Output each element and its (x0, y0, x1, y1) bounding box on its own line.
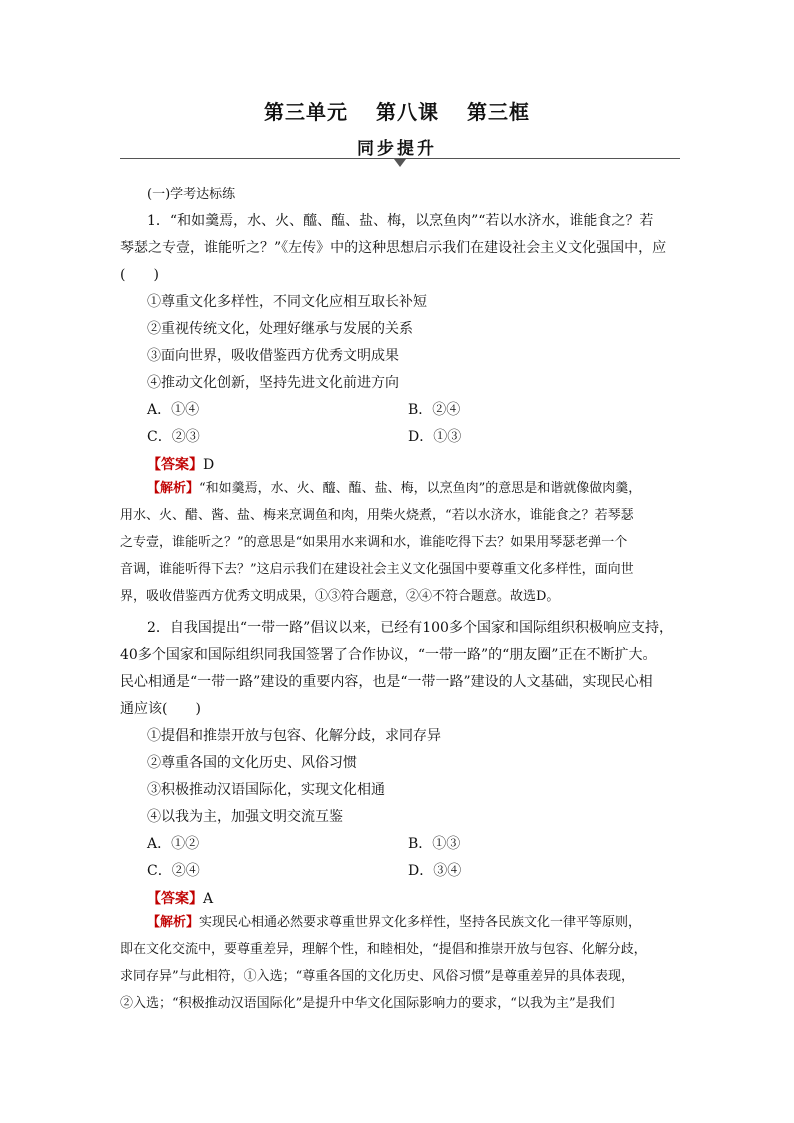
q2-statement-1: ①提倡和推崇开放与包容、化解分歧，求同存异 (147, 728, 441, 744)
q1-analysis-line-1 (147, 482, 707, 495)
q1-analysis-text-1: “和如羹焉，水、火、醯、醢、盐、梅，以烹鱼肉”的意思是和谐就像做肉羹， (199, 481, 642, 496)
page-subtitle: 同步提升 (357, 139, 437, 159)
divider-arrow-icon (394, 159, 406, 167)
q1-stem-line-1: 1．“和如羹焉，水、火、醯、醢、盐、梅，以烹鱼肉”“若以水济水，谁能食之？若 (147, 213, 654, 229)
q2-option-a: A．①② (147, 836, 200, 852)
q1-statement-4: ④推动文化创新，坚持先进文化前进方向 (147, 375, 399, 391)
q1-option-a: A．①④ (147, 402, 200, 418)
q1-option-b: B．②④ (408, 402, 461, 418)
q2-analysis-line-1 (147, 916, 707, 929)
q2-analysis-text-1: 实现民心相通必然要求尊重世界文化多样性，坚持各民族文化一律平等原则， (199, 915, 642, 930)
q2-analysis-line-4: ②入选；“积极推动汉语国际化”是提升中华文化国际影响力的要求，“以我为主”是我们 (120, 996, 615, 1011)
q2-analysis-line-3: 求同存异”与此相符，①入选；“尊重各国的文化历史、风俗习惯”是尊重差异的具体表现， (120, 969, 634, 984)
q1-stem-line-2: 琴瑟之专壹，谁能听之？”《左传》中的这种思想启示我们在建设社会主义文化强国中，应 (120, 240, 667, 256)
q1-stem-line-3: ( ) (120, 267, 159, 283)
q1-answer (147, 454, 707, 474)
title-lesson: 第八课 (376, 100, 439, 124)
q1-answer-label: 【答案】 (147, 457, 203, 473)
q2-option-d: D．③④ (408, 863, 462, 879)
q1-statement-2: ②重视传统文化，处理好继承与发展的关系 (147, 321, 413, 337)
q2-stem-line-1: 2．自我国提出“一带一路”倡议以来，已经有100多个国家和国际组织积极响应支持， (147, 620, 673, 636)
q1-analysis-line-5: 界，吸收借鉴西方优秀文明成果，①③符合题意，②④不符合题意。故选D。 (120, 589, 560, 604)
q1-option-d: D．①③ (408, 429, 462, 445)
q1-statement-3: ③面向世界，吸收借鉴西方优秀文明成果 (147, 348, 399, 364)
q1-analysis-line-4: 音调，谁能听得下去？”这启示我们在建设社会主义文化强国中要尊重文化多样性，面向世 (120, 562, 634, 577)
page-title (0, 96, 794, 125)
q2-analysis-line-2: 即在文化交流中，要尊重差异，理解个性，和睦相处，“提倡和推崇开放与包容、化解分歧， (120, 942, 647, 957)
q2-answer-value: A (203, 891, 214, 907)
title-unit: 第三单元 (264, 100, 349, 124)
q2-statement-2: ②尊重各国的文化历史、风俗习惯 (147, 755, 357, 771)
q1-analysis-line-3: 之专壹，谁能听之？”的意思是“如果用水来调和水，谁能吃得下去？如果用琴瑟老弹一个 (120, 535, 628, 550)
q1-statement-1: ①尊重文化多样性，不同文化应相互取长补短 (147, 294, 427, 310)
q2-answer-label: 【答案】 (147, 891, 203, 907)
section-heading: (一)学考达标练 (147, 187, 236, 202)
q2-analysis-label: 【解析】 (147, 915, 200, 930)
title-frame: 第三框 (466, 100, 530, 124)
q2-stem-line-2: 40多个国家和国际组织同我国签署了合作协议，“一带一路”的“朋友圈”正在不断扩大。 (120, 647, 657, 663)
q2-stem-line-3: 民心相通是“一带一路”建设的重要内容，也是“一带一路”建设的人文基础，实现民心相 (120, 674, 653, 690)
q1-analysis-label: 【解析】 (147, 481, 200, 496)
q1-answer-value: D (203, 457, 215, 473)
q2-statement-3: ③积极推动汉语国际化，实现文化相通 (147, 782, 385, 798)
q1-analysis-line-2: 用水、火、醋、酱、盐、梅来烹调鱼和肉，用柴火烧煮，“若以水济水，谁能食之？若琴瑟 (120, 508, 634, 523)
q2-option-c: C．②④ (147, 863, 200, 879)
q2-option-b: B．①③ (408, 836, 461, 852)
q1-option-c: C．②③ (147, 429, 200, 445)
q2-answer (147, 888, 707, 908)
q2-stem-line-4: 通应该( ) (120, 701, 201, 717)
q2-statement-4: ④以我为主，加强文明交流互鉴 (147, 809, 343, 825)
